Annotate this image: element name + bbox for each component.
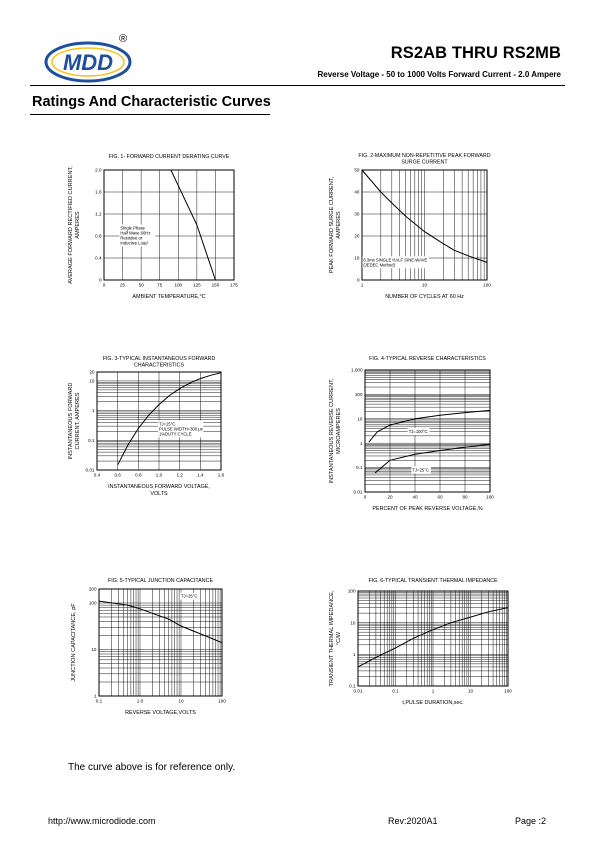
y-axis-label: TRANSIENT THERMAL IMPEDANCE, (329, 590, 335, 687)
x-tick-label: 175 (230, 282, 238, 288)
x-tick-label: 50 (138, 282, 144, 288)
x-tick-label: 125 (193, 282, 201, 288)
fig5-junction-capacitance-chart (64, 574, 264, 719)
y-tick-label: 1.6 (95, 189, 102, 195)
y-tick-label: 10 (89, 378, 95, 384)
fig1-derating-chart (64, 150, 264, 300)
chart-annotation: (JEDEC Method) (363, 262, 395, 268)
y-tick-label: 1 (91, 408, 95, 414)
chart-annotation: TJ=25°C (412, 467, 429, 473)
chart-annotation: PULSE WIDTH=300 μs (159, 426, 203, 432)
header-divider (30, 85, 565, 86)
chart-title: FIG. 1- FORWARD CURRENT DERATING CURVE (108, 154, 230, 160)
x-axis-label: VOLTS (150, 491, 168, 497)
x-tick-label: 20 (387, 494, 393, 500)
y-tick-label: 10 (354, 255, 360, 261)
y-axis-label: MICROAMPERES (336, 408, 342, 454)
y-tick-label: 0.4 (95, 255, 102, 261)
fig2-surge-current-chart (325, 150, 515, 300)
y-tick-label: 100 (347, 588, 356, 594)
fig6-thermal-impedance-chart (325, 574, 525, 719)
chart-title: FIG. 4-TYPICAL REVERSE CHARACTERISTICS (369, 356, 486, 362)
x-tick-label: 80 (462, 494, 468, 500)
y-tick-label: 0.1 (349, 683, 356, 689)
fig3-forward-characteristics-chart (64, 352, 264, 512)
y-axis-label: JUNCTION CAPACITANCE, pF (71, 603, 77, 682)
x-tick-label: 0.1 (95, 698, 103, 704)
y-tick-label: 0 (98, 277, 102, 283)
y-axis-label: AVERAGE FORWARD RECTIFIED CURRENT, (68, 166, 74, 284)
y-tick-label: 200 (88, 586, 97, 592)
y-tick-label: 2.0 (95, 167, 102, 173)
logo-text: MDD (62, 50, 114, 75)
x-axis-label: NUMBER OF CYCLES AT 60 Hz (385, 294, 464, 300)
chart-annotation: TJ=25°C (181, 593, 198, 599)
chart-annotation: 1%DUTY CYCLE (159, 431, 192, 437)
x-tick-label: 1 (431, 688, 435, 694)
chart-title-line: CHARACTERISTICS (133, 362, 185, 369)
x-tick-label: 0.01 (353, 688, 363, 694)
section-title: Ratings And Characteristic Curves (32, 94, 271, 110)
y-tick-label: 10 (350, 620, 356, 626)
x-tick-label: 0.8 (135, 472, 142, 478)
series-line-1 (118, 373, 221, 465)
reference-note: The curve above is for reference only. (68, 762, 236, 773)
chart-annotation: 8.3ms SINGLE HALF SINE-WAVE (363, 257, 428, 263)
y-axis-label: AMPERES (336, 211, 342, 239)
y-tick-label: 20 (354, 233, 360, 239)
y-tick-label: 1.2 (95, 211, 102, 217)
x-tick-label: 100 (483, 282, 491, 288)
x-tick-label: 1.4 (197, 472, 204, 478)
x-tick-label: 10 (421, 282, 428, 288)
chart-title: FIG. 5-TYPICAL JUNCTION CAPACITANCE (108, 578, 213, 584)
x-axis-label: REVERSE VOLTAGE,VOLTS (125, 710, 196, 716)
x-tick-label: 0.6 (114, 472, 121, 478)
chart-title-line: FIG. 3-TYPICAL INSTANTANEOUS FORWARD (102, 356, 216, 362)
x-tick-label: 0 (102, 282, 106, 288)
x-tick-label: 10 (178, 698, 184, 704)
model-subtitle: Reverse Voltage - 50 to 1000 Volts Forward Current - 2.0 Ampere (317, 70, 561, 79)
chart-annotation: Half Wave 60Hz (120, 230, 151, 236)
x-tick-label: 1.6 (217, 472, 225, 478)
y-tick-label: 0.1 (88, 437, 95, 443)
x-axis-label: INSTANTANEOUS FORWARD VOLTAGE, (108, 484, 210, 490)
x-tick-label: 40 (412, 494, 418, 500)
y-tick-label: 1,000 (351, 367, 363, 373)
x-axis-label: AMBIENT TEMPERATURE,°C (132, 294, 206, 300)
y-axis-label: CURRENT, AMPERES (75, 392, 81, 450)
y-axis-label: PEAK FORWARD SURGE CURRENT, (329, 176, 335, 274)
chart-annotation: TJ=25°C (159, 421, 176, 427)
x-tick-label: 1.2 (176, 472, 183, 478)
y-tick-label: 50 (354, 167, 360, 173)
x-tick-label: 10 (467, 688, 474, 694)
y-axis-label: °C/W (336, 631, 342, 646)
y-axis-label: INSTANTANEOUS REVERSE CURRENT, (329, 378, 335, 484)
x-axis-label: t,PULSE DURATION,sec. (402, 700, 464, 706)
x-tick-label: 150 (211, 282, 220, 288)
x-axis-label: PERCENT OF PEAK REVERSE VOLTAGE,% (372, 506, 483, 512)
y-tick-label: 30 (354, 211, 360, 217)
footer-page: Page :2 (515, 816, 547, 826)
y-tick-label: 40 (354, 189, 360, 195)
y-axis-label: AMPERES (75, 211, 81, 239)
chart-title-line: SURGE CURRENT (401, 159, 448, 166)
chart-title-line: FIG. 2-MAXIMUM NON-REPETITIVE PEAK FORWARD (358, 153, 491, 159)
x-tick-label: 1.0 (155, 472, 163, 478)
y-tick-label: 0.01 (353, 489, 363, 495)
chart-annotation: Resistive or (120, 235, 143, 241)
y-tick-label: 10 (357, 416, 363, 422)
x-tick-label: 1.0 (136, 698, 144, 704)
y-tick-label: 10 (91, 647, 97, 653)
x-tick-label: 100 (486, 494, 494, 500)
chart-title: FIG. 6-TYPICAL TRANSIENT THERMAL IMPEDANCE (368, 578, 498, 584)
model-title: RS2AB THRU RS2MB (390, 44, 561, 62)
y-tick-label: 1 (359, 440, 363, 446)
x-tick-label: 100 (504, 688, 512, 694)
y-tick-label: 1 (352, 651, 356, 657)
chart-annotation: TJ=100°C (408, 429, 428, 435)
x-tick-label: 25 (120, 282, 126, 288)
y-tick-label: 1 (93, 693, 97, 699)
y-tick-label: 0 (356, 277, 360, 283)
x-tick-label: 75 (157, 282, 163, 288)
company-logo (44, 40, 132, 84)
x-tick-label: 100 (174, 282, 183, 288)
chart-annotation: Single Phase (120, 225, 146, 231)
y-tick-label: 0.1 (356, 465, 363, 471)
x-tick-label: 0.1 (392, 688, 399, 694)
y-tick-label: 20 (89, 369, 95, 375)
y-axis-label: INSTANTANEOUS FORWARD (68, 382, 74, 460)
registered-mark: ® (119, 33, 128, 45)
y-tick-label: 100 (88, 600, 97, 606)
x-tick-label: 60 (437, 494, 443, 500)
x-tick-label: 0 (363, 494, 367, 500)
footer-url[interactable]: http://www.microdiode.com (48, 816, 156, 826)
footer-revision: Rev:2020A1 (388, 816, 438, 826)
fig4-reverse-characteristics-chart (325, 352, 515, 512)
chart-annotation: Inductive Load (120, 240, 148, 246)
y-tick-label: 0.8 (95, 233, 102, 239)
y-tick-label: 100 (354, 392, 363, 397)
section-underline (30, 114, 270, 115)
x-tick-label: 100 (218, 698, 226, 704)
x-tick-label: 1 (360, 282, 364, 288)
x-tick-label: 0.4 (93, 472, 101, 478)
y-tick-label: 0.01 (85, 467, 95, 473)
